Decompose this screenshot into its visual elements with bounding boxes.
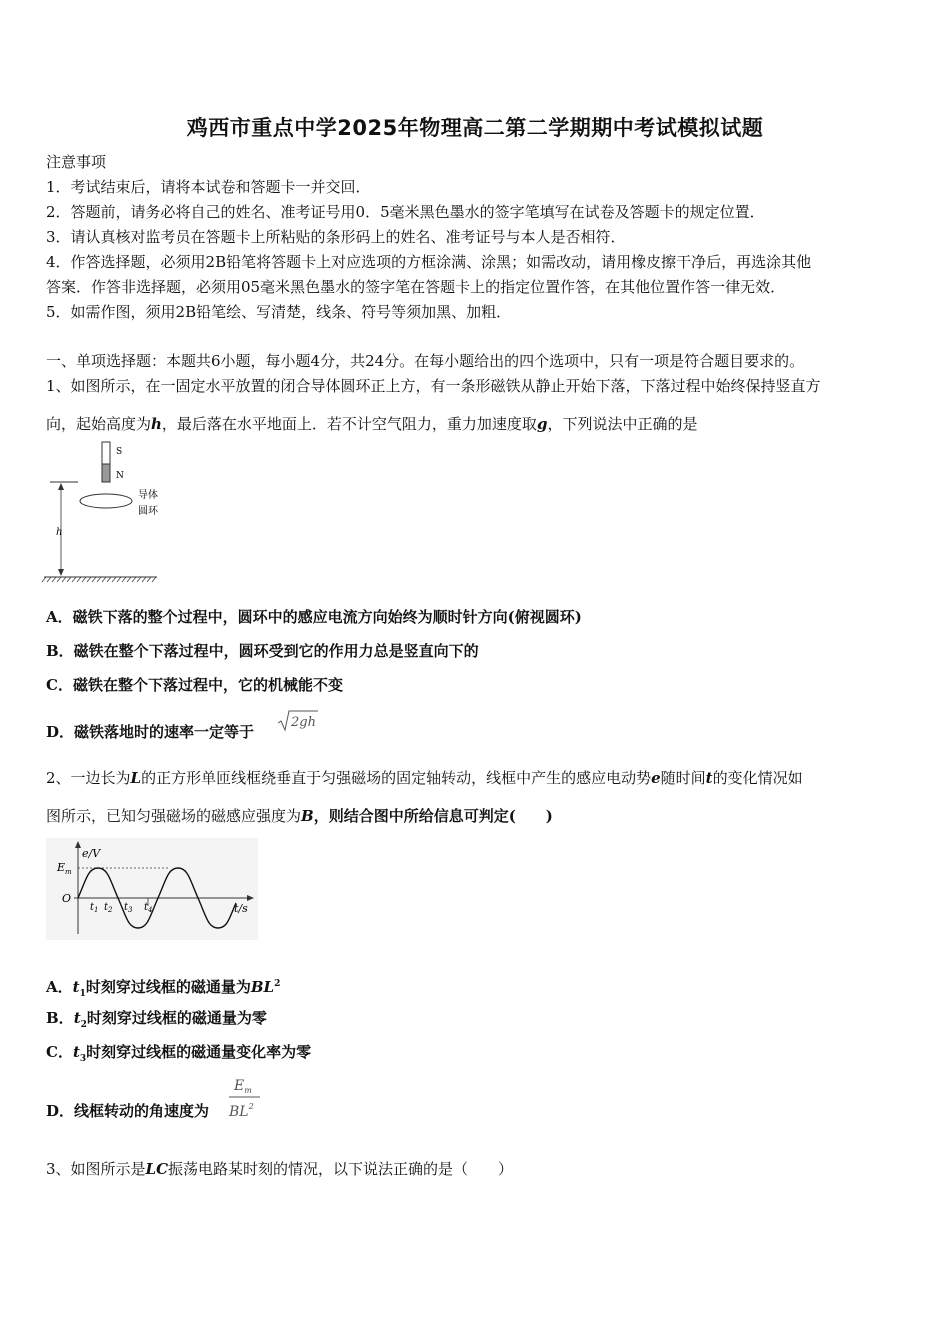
origin-label: O	[62, 892, 72, 905]
magnet-s-label: S	[116, 447, 123, 457]
notice-item: 答案．作答非选择题，必须用05毫米黑色墨水的签字笔在答题卡上的指定位置作答，在其他位置作答一律无效．	[46, 278, 786, 296]
q2-emf-graph	[46, 838, 258, 940]
height-label: h	[56, 527, 63, 538]
notice-item: 4．作答选择题，必须用2B铅笔将答题卡上对应选项的方框涂满、涂黑；如需改动，请用橡皮擦干净后，再选涂其他	[46, 253, 812, 271]
ground-hatching	[42, 577, 156, 582]
notice-item: 1．考试结束后，请将本试卷和答题卡一并交回．	[46, 178, 371, 196]
q2-option-c: C．$t_3$时刻穿过线框的磁通量变化率为零	[46, 1043, 312, 1064]
magnet-n-pole	[102, 464, 110, 482]
q2-option-a: A．$t_1$时刻穿过线框的磁通量为$BL^2$	[46, 978, 281, 999]
height-arrow-down	[58, 569, 64, 576]
section-heading: 一、单项选择题：本题共6小题，每小题4分，共24分。在每小题给出的四个选项中，只有一项是符合题目要求的。	[46, 352, 805, 370]
sqrt-radicand: 2gh	[291, 715, 316, 730]
fraction-numerator: $E_m$	[234, 1078, 252, 1095]
ring-label-2: 圆环	[138, 506, 158, 517]
t4-label: $t_4$	[144, 902, 153, 914]
conductor-ring	[80, 494, 132, 508]
q1-stem-line1: 1、如图所示，在一固定水平放置的闭合导体圆环正上方，有一条形磁铁从静止开始下落，下落过程中始终保持竖直方	[46, 377, 821, 395]
magnet-n-label: N	[116, 471, 124, 481]
q3-stem: 3、如图所示是LC振荡电路某时刻的情况，以下说法正确的是（ ）	[46, 1160, 514, 1178]
notice-heading: 注意事项	[46, 153, 107, 171]
notice-item: 2．答题前，请务必将自己的姓名、准考证号用0．5毫米黑色墨水的签字笔填写在试卷及答题卡的规定位置．	[46, 203, 765, 221]
page-title: 鸡西市重点中学2025年物理高二第二学期期中考试模拟试题	[186, 116, 764, 140]
ring-label-1: 导体	[138, 490, 158, 501]
t3-label: $t_3$	[124, 902, 133, 914]
q2-option-b: B．$t_2$时刻穿过线框的磁通量为零	[46, 1009, 267, 1030]
q1-option-a: A．磁铁下落的整个过程中，圆环中的感应电流方向始终为顺时针方向(俯视圆环)	[46, 608, 582, 626]
magnet-s-pole	[102, 442, 110, 464]
x-axis-label: t/s	[234, 902, 248, 915]
q1-figure	[40, 440, 170, 585]
q1-stem-line2: 向，起始高度为h，最后落在水平地面上．若不计空气阻力，重力加速度取g，下列说法中正确的是	[46, 415, 698, 433]
q2-stem-line1: 2、一边长为L的正方形单匝线框绕垂直于匀强磁场的固定轴转动，线框中产生的感应电动势e随时间t的变化情况如	[46, 769, 803, 787]
q1-option-d: D．磁铁落地时的速率一定等于	[46, 723, 255, 741]
t2-label: $t_2$	[104, 902, 113, 914]
omega-fraction	[226, 1072, 266, 1122]
q2-option-d: D．线框转动的角速度为	[46, 1102, 210, 1120]
q1-option-c: C．磁铁在整个下落过程中，它的机械能不变	[46, 676, 343, 694]
y-axis-label: e/V	[82, 847, 101, 860]
notice-item: 3．请认真核对监考员在答题卡上所粘贴的条形码上的姓名、准考证号与本人是否相符．	[46, 228, 626, 246]
q1-option-b: B．磁铁在整个下落过程中，圆环受到它的作用力总是竖直向下的	[46, 642, 479, 660]
height-arrow-up	[58, 483, 64, 490]
fraction-denominator: $BL^2$	[229, 1102, 254, 1120]
notice-item: 5．如需作图，须用2B铅笔绘、写清楚，线条、符号等须加黑、加粗．	[46, 303, 512, 321]
q2-stem-line2: 图所示，已知匀强磁场的磁感应强度为B，则结合图中所给信息可判定( )	[46, 807, 553, 825]
t1-label: $t_1$	[90, 902, 99, 914]
em-label: $E_m$	[57, 861, 72, 876]
sqrt-formula	[276, 708, 320, 734]
